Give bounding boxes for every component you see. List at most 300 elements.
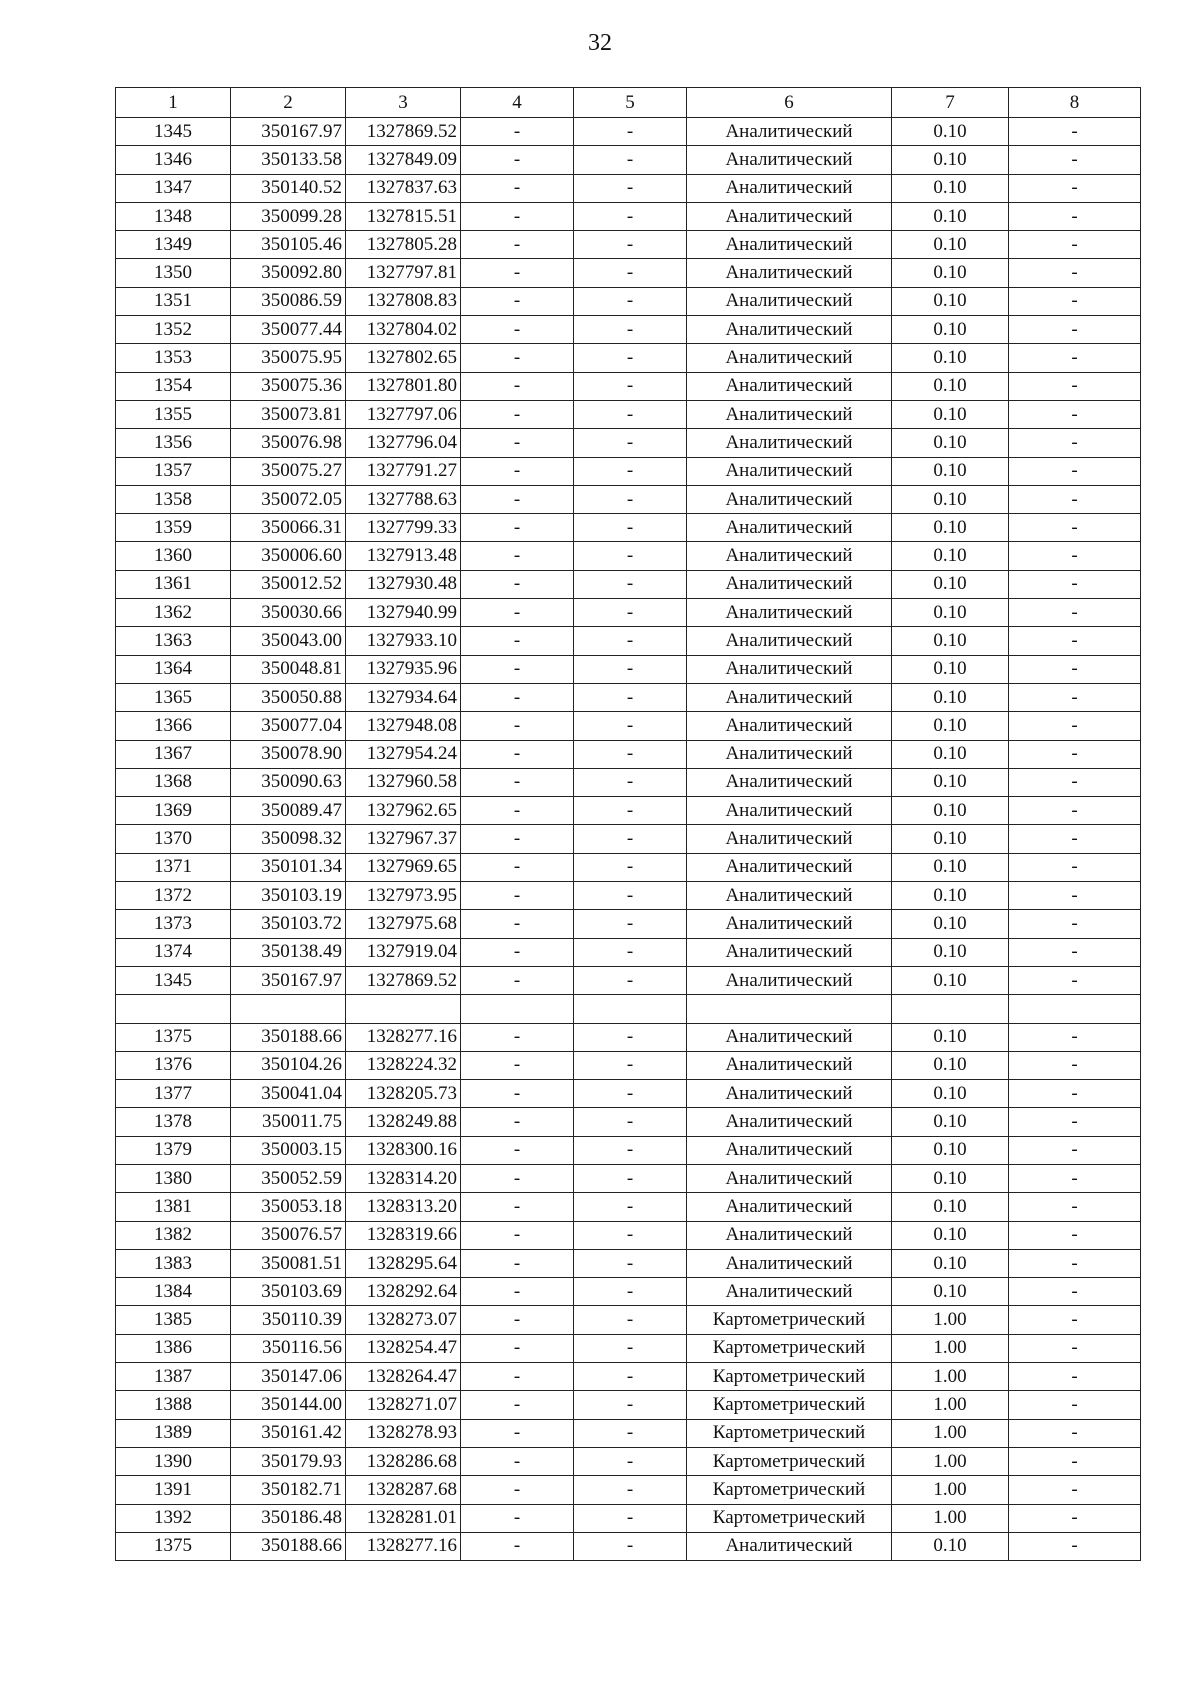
accuracy-cell: 0.10	[892, 627, 1009, 655]
method-cell: Аналитический	[687, 429, 892, 457]
column-5-cell: -	[574, 146, 687, 174]
y-coordinate-cell: 1328278.93	[346, 1419, 461, 1447]
table-row	[116, 966, 1141, 994]
accuracy-cell: 0.10	[892, 966, 1009, 994]
x-coordinate-cell: 350078.90	[231, 740, 346, 768]
accuracy-cell: 0.10	[892, 1051, 1009, 1079]
column-8-cell: -	[1009, 655, 1141, 683]
column-8-cell: -	[1009, 966, 1141, 994]
column-5-cell: -	[574, 740, 687, 768]
method-cell: Аналитический	[687, 882, 892, 910]
y-coordinate-cell: 1327913.48	[346, 542, 461, 570]
y-coordinate-cell: 1327919.04	[346, 938, 461, 966]
accuracy-cell: 0.10	[892, 1278, 1009, 1306]
table-row	[116, 118, 1141, 146]
point-number-cell: 1375	[116, 1023, 231, 1051]
method-cell: Аналитический	[687, 542, 892, 570]
accuracy-cell: 0.10	[892, 542, 1009, 570]
method-cell: Аналитический	[687, 853, 892, 881]
column-5-cell: -	[574, 825, 687, 853]
x-coordinate-cell: 350099.28	[231, 202, 346, 230]
column-5-cell: -	[574, 655, 687, 683]
y-coordinate-cell: 1327869.52	[346, 118, 461, 146]
method-cell: Аналитический	[687, 683, 892, 711]
column-8-cell: -	[1009, 825, 1141, 853]
point-number-cell: 1363	[116, 627, 231, 655]
column-5-cell: -	[574, 1334, 687, 1362]
column-4-cell: -	[461, 1476, 574, 1504]
y-coordinate-cell: 1328254.47	[346, 1334, 461, 1362]
y-coordinate-cell: 1327969.65	[346, 853, 461, 881]
column-4-cell: -	[461, 910, 574, 938]
method-cell: Аналитический	[687, 344, 892, 372]
column-4-cell: -	[461, 231, 574, 259]
column-4-cell: -	[461, 882, 574, 910]
x-coordinate-cell: 350076.57	[231, 1221, 346, 1249]
x-coordinate-cell: 350167.97	[231, 966, 346, 994]
accuracy-cell: 0.10	[892, 740, 1009, 768]
method-cell: Аналитический	[687, 570, 892, 598]
column-4-cell: -	[461, 1080, 574, 1108]
column-8-cell: -	[1009, 853, 1141, 881]
point-number-cell: 1381	[116, 1193, 231, 1221]
point-number-cell: 1350	[116, 259, 231, 287]
method-cell: Аналитический	[687, 372, 892, 400]
method-cell: Аналитический	[687, 1221, 892, 1249]
y-coordinate-cell: 1327804.02	[346, 316, 461, 344]
point-number-cell: 1355	[116, 400, 231, 428]
table-row	[116, 287, 1141, 315]
y-coordinate-cell: 1327967.37	[346, 825, 461, 853]
point-number-cell: 1367	[116, 740, 231, 768]
column-4-cell: -	[461, 740, 574, 768]
x-coordinate-cell: 350103.69	[231, 1278, 346, 1306]
method-cell: Аналитический	[687, 740, 892, 768]
method-cell: Аналитический	[687, 1164, 892, 1192]
y-coordinate-cell: 1327935.96	[346, 655, 461, 683]
x-coordinate-cell: 350188.66	[231, 1532, 346, 1560]
accuracy-cell: 0.10	[892, 853, 1009, 881]
method-cell: Аналитический	[687, 768, 892, 796]
y-coordinate-cell: 1327948.08	[346, 712, 461, 740]
point-number-cell: 1382	[116, 1221, 231, 1249]
y-coordinate-cell: 1327808.83	[346, 287, 461, 315]
method-cell: Аналитический	[687, 1532, 892, 1560]
y-coordinate-cell: 1328277.16	[346, 1023, 461, 1051]
x-coordinate-cell: 350186.48	[231, 1504, 346, 1532]
column-4-cell: -	[461, 1136, 574, 1164]
point-number-cell: 1362	[116, 599, 231, 627]
column-5-cell: -	[574, 429, 687, 457]
x-coordinate-cell: 350072.05	[231, 485, 346, 513]
column-4-cell: -	[461, 627, 574, 655]
method-cell: Картометрический	[687, 1419, 892, 1447]
column-8-cell: -	[1009, 231, 1141, 259]
x-coordinate-cell: 350081.51	[231, 1249, 346, 1277]
method-cell: Аналитический	[687, 146, 892, 174]
table-row	[116, 1363, 1141, 1391]
column-4-cell: -	[461, 542, 574, 570]
method-cell: Картометрический	[687, 1447, 892, 1475]
column-5-cell: -	[574, 485, 687, 513]
y-coordinate-cell: 1327797.81	[346, 259, 461, 287]
column-8-cell: -	[1009, 938, 1141, 966]
column-8-cell: -	[1009, 259, 1141, 287]
y-coordinate-cell: 1328249.88	[346, 1108, 461, 1136]
method-cell: Картометрический	[687, 1391, 892, 1419]
point-number-cell: 1372	[116, 882, 231, 910]
point-number-cell: 1359	[116, 514, 231, 542]
accuracy-cell: 0.10	[892, 372, 1009, 400]
coordinates-table	[115, 87, 1141, 1561]
column-4-cell: -	[461, 174, 574, 202]
x-coordinate-cell: 350090.63	[231, 768, 346, 796]
column-4-cell: -	[461, 429, 574, 457]
table-row	[116, 1023, 1141, 1051]
y-coordinate-cell: 1327791.27	[346, 457, 461, 485]
y-coordinate-cell: 1328271.07	[346, 1391, 461, 1419]
point-number-cell: 1375	[116, 1532, 231, 1560]
x-coordinate-cell	[231, 995, 346, 1023]
table-row	[116, 1504, 1141, 1532]
point-number-cell: 1348	[116, 202, 231, 230]
y-coordinate-cell	[346, 995, 461, 1023]
column-header: 2	[231, 88, 346, 118]
method-cell: Аналитический	[687, 966, 892, 994]
x-coordinate-cell: 350006.60	[231, 542, 346, 570]
y-coordinate-cell: 1328273.07	[346, 1306, 461, 1334]
accuracy-cell: 1.00	[892, 1391, 1009, 1419]
y-coordinate-cell: 1327975.68	[346, 910, 461, 938]
column-4-cell: -	[461, 372, 574, 400]
column-5-cell: -	[574, 316, 687, 344]
table-row	[116, 259, 1141, 287]
x-coordinate-cell: 350086.59	[231, 287, 346, 315]
point-number-cell: 1389	[116, 1419, 231, 1447]
column-8-cell: -	[1009, 797, 1141, 825]
y-coordinate-cell: 1328314.20	[346, 1164, 461, 1192]
table-row	[116, 1334, 1141, 1362]
x-coordinate-cell: 350003.15	[231, 1136, 346, 1164]
x-coordinate-cell: 350075.36	[231, 372, 346, 400]
y-coordinate-cell: 1328264.47	[346, 1363, 461, 1391]
table-row	[116, 1249, 1141, 1277]
column-8-cell: -	[1009, 287, 1141, 315]
table-row	[116, 542, 1141, 570]
table-row	[116, 146, 1141, 174]
method-cell: Аналитический	[687, 118, 892, 146]
x-coordinate-cell: 350066.31	[231, 514, 346, 542]
table-row	[116, 1080, 1141, 1108]
table-row	[116, 372, 1141, 400]
column-4-cell	[461, 995, 574, 1023]
table-row	[116, 1532, 1141, 1560]
column-4-cell: -	[461, 146, 574, 174]
x-coordinate-cell: 350012.52	[231, 570, 346, 598]
y-coordinate-cell: 1327960.58	[346, 768, 461, 796]
column-8-cell: -	[1009, 1108, 1141, 1136]
column-8-cell: -	[1009, 202, 1141, 230]
column-8-cell: -	[1009, 1080, 1141, 1108]
column-8-cell: -	[1009, 1278, 1141, 1306]
accuracy-cell: 0.10	[892, 429, 1009, 457]
column-8-cell: -	[1009, 1193, 1141, 1221]
table-row	[116, 457, 1141, 485]
accuracy-cell: 1.00	[892, 1476, 1009, 1504]
accuracy-cell: 0.10	[892, 1136, 1009, 1164]
x-coordinate-cell: 350073.81	[231, 400, 346, 428]
column-5-cell: -	[574, 966, 687, 994]
table-row	[116, 429, 1141, 457]
column-8-cell: -	[1009, 1023, 1141, 1051]
column-5-cell: -	[574, 910, 687, 938]
point-number-cell: 1371	[116, 853, 231, 881]
column-5-cell: -	[574, 287, 687, 315]
x-coordinate-cell: 350179.93	[231, 1447, 346, 1475]
column-5-cell: -	[574, 400, 687, 428]
column-4-cell: -	[461, 1306, 574, 1334]
accuracy-cell: 0.10	[892, 938, 1009, 966]
column-8-cell: -	[1009, 372, 1141, 400]
accuracy-cell: 0.10	[892, 316, 1009, 344]
table-row	[116, 768, 1141, 796]
x-coordinate-cell: 350043.00	[231, 627, 346, 655]
y-coordinate-cell: 1327802.65	[346, 344, 461, 372]
page-number: 32	[588, 30, 612, 56]
column-5-cell: -	[574, 1023, 687, 1051]
y-coordinate-cell: 1327933.10	[346, 627, 461, 655]
y-coordinate-cell: 1327869.52	[346, 966, 461, 994]
y-coordinate-cell: 1328287.68	[346, 1476, 461, 1504]
point-number-cell: 1376	[116, 1051, 231, 1079]
x-coordinate-cell: 350104.26	[231, 1051, 346, 1079]
column-5-cell: -	[574, 1306, 687, 1334]
method-cell: Аналитический	[687, 1108, 892, 1136]
method-cell: Аналитический	[687, 514, 892, 542]
column-8-cell: -	[1009, 1391, 1141, 1419]
x-coordinate-cell: 350011.75	[231, 1108, 346, 1136]
table-row	[116, 938, 1141, 966]
column-8-cell: -	[1009, 683, 1141, 711]
column-4-cell: -	[461, 797, 574, 825]
column-4-cell: -	[461, 683, 574, 711]
column-5-cell: -	[574, 882, 687, 910]
column-4-cell: -	[461, 655, 574, 683]
column-header: 3	[346, 88, 461, 118]
column-8-cell: -	[1009, 514, 1141, 542]
column-8-cell: -	[1009, 1334, 1141, 1362]
table-row	[116, 1278, 1141, 1306]
column-8-cell: -	[1009, 174, 1141, 202]
column-8-cell: -	[1009, 1447, 1141, 1475]
table-row	[116, 1108, 1141, 1136]
x-coordinate-cell: 350077.44	[231, 316, 346, 344]
column-5-cell: -	[574, 683, 687, 711]
y-coordinate-cell: 1328295.64	[346, 1249, 461, 1277]
accuracy-cell: 1.00	[892, 1306, 1009, 1334]
accuracy-cell: 1.00	[892, 1447, 1009, 1475]
point-number-cell: 1358	[116, 485, 231, 513]
y-coordinate-cell: 1327815.51	[346, 202, 461, 230]
column-8-cell: -	[1009, 599, 1141, 627]
point-number-cell	[116, 995, 231, 1023]
column-5-cell: -	[574, 853, 687, 881]
column-5-cell: -	[574, 1532, 687, 1560]
column-header: 6	[687, 88, 892, 118]
table-row	[116, 514, 1141, 542]
point-number-cell: 1360	[116, 542, 231, 570]
method-cell: Картометрический	[687, 1363, 892, 1391]
point-number-cell: 1353	[116, 344, 231, 372]
table-row	[116, 1051, 1141, 1079]
column-4-cell: -	[461, 485, 574, 513]
y-coordinate-cell: 1327954.24	[346, 740, 461, 768]
column-4-cell: -	[461, 1108, 574, 1136]
accuracy-cell: 0.10	[892, 1080, 1009, 1108]
method-cell: Аналитический	[687, 259, 892, 287]
column-8-cell	[1009, 995, 1141, 1023]
column-8-cell: -	[1009, 712, 1141, 740]
method-cell: Аналитический	[687, 1023, 892, 1051]
column-4-cell: -	[461, 1363, 574, 1391]
table-row	[116, 1476, 1141, 1504]
accuracy-cell: 0.10	[892, 118, 1009, 146]
y-coordinate-cell: 1327801.80	[346, 372, 461, 400]
y-coordinate-cell: 1327805.28	[346, 231, 461, 259]
x-coordinate-cell: 350182.71	[231, 1476, 346, 1504]
column-5-cell: -	[574, 1249, 687, 1277]
column-5-cell	[574, 995, 687, 1023]
point-number-cell: 1370	[116, 825, 231, 853]
accuracy-cell: 0.10	[892, 1164, 1009, 1192]
table-row	[116, 316, 1141, 344]
table-row	[116, 599, 1141, 627]
accuracy-cell: 1.00	[892, 1419, 1009, 1447]
point-number-cell: 1379	[116, 1136, 231, 1164]
x-coordinate-cell: 350140.52	[231, 174, 346, 202]
table-row	[116, 1221, 1141, 1249]
column-8-cell: -	[1009, 882, 1141, 910]
x-coordinate-cell: 350052.59	[231, 1164, 346, 1192]
column-5-cell: -	[574, 1504, 687, 1532]
column-5-cell: -	[574, 712, 687, 740]
column-5-cell: -	[574, 231, 687, 259]
column-8-cell: -	[1009, 1306, 1141, 1334]
point-number-cell: 1356	[116, 429, 231, 457]
table-row	[116, 1306, 1141, 1334]
column-4-cell: -	[461, 344, 574, 372]
accuracy-cell: 0.10	[892, 882, 1009, 910]
column-4-cell: -	[461, 1023, 574, 1051]
point-number-cell: 1369	[116, 797, 231, 825]
method-cell: Аналитический	[687, 938, 892, 966]
column-5-cell: -	[574, 202, 687, 230]
column-5-cell: -	[574, 514, 687, 542]
table-row	[116, 1136, 1141, 1164]
accuracy-cell: 0.10	[892, 683, 1009, 711]
x-coordinate-cell: 350076.98	[231, 429, 346, 457]
column-5-cell: -	[574, 542, 687, 570]
x-coordinate-cell: 350161.42	[231, 1419, 346, 1447]
table-row	[116, 400, 1141, 428]
method-cell: Аналитический	[687, 712, 892, 740]
method-cell: Аналитический	[687, 485, 892, 513]
accuracy-cell: 0.10	[892, 231, 1009, 259]
point-number-cell: 1388	[116, 1391, 231, 1419]
x-coordinate-cell: 350048.81	[231, 655, 346, 683]
table-row	[116, 825, 1141, 853]
table-row	[116, 202, 1141, 230]
column-5-cell: -	[574, 1193, 687, 1221]
column-8-cell: -	[1009, 400, 1141, 428]
accuracy-cell: 0.10	[892, 655, 1009, 683]
y-coordinate-cell: 1327837.63	[346, 174, 461, 202]
x-coordinate-cell: 350077.04	[231, 712, 346, 740]
column-8-cell: -	[1009, 1504, 1141, 1532]
table-row	[116, 1447, 1141, 1475]
column-4-cell: -	[461, 1532, 574, 1560]
column-5-cell: -	[574, 372, 687, 400]
y-coordinate-cell: 1327796.04	[346, 429, 461, 457]
table-row	[116, 174, 1141, 202]
column-8-cell: -	[1009, 146, 1141, 174]
column-4-cell: -	[461, 1051, 574, 1079]
accuracy-cell: 1.00	[892, 1504, 1009, 1532]
column-8-cell: -	[1009, 1164, 1141, 1192]
point-number-cell: 1373	[116, 910, 231, 938]
point-number-cell: 1384	[116, 1278, 231, 1306]
accuracy-cell: 0.10	[892, 202, 1009, 230]
y-coordinate-cell: 1327799.33	[346, 514, 461, 542]
accuracy-cell: 1.00	[892, 1363, 1009, 1391]
x-coordinate-cell: 350167.97	[231, 118, 346, 146]
column-5-cell: -	[574, 1391, 687, 1419]
method-cell	[687, 995, 892, 1023]
y-coordinate-cell: 1328281.01	[346, 1504, 461, 1532]
point-number-cell: 1392	[116, 1504, 231, 1532]
column-4-cell: -	[461, 202, 574, 230]
column-4-cell: -	[461, 118, 574, 146]
method-cell: Аналитический	[687, 202, 892, 230]
point-number-cell: 1380	[116, 1164, 231, 1192]
point-number-cell: 1357	[116, 457, 231, 485]
method-cell: Аналитический	[687, 655, 892, 683]
y-coordinate-cell: 1327849.09	[346, 146, 461, 174]
column-5-cell: -	[574, 938, 687, 966]
y-coordinate-cell: 1328313.20	[346, 1193, 461, 1221]
method-cell: Аналитический	[687, 825, 892, 853]
column-5-cell: -	[574, 1164, 687, 1192]
column-8-cell: -	[1009, 316, 1141, 344]
method-cell: Аналитический	[687, 1278, 892, 1306]
x-coordinate-cell: 350050.88	[231, 683, 346, 711]
method-cell: Аналитический	[687, 599, 892, 627]
y-coordinate-cell: 1327930.48	[346, 570, 461, 598]
x-coordinate-cell: 350147.06	[231, 1363, 346, 1391]
y-coordinate-cell: 1327962.65	[346, 797, 461, 825]
method-cell: Аналитический	[687, 316, 892, 344]
column-4-cell: -	[461, 768, 574, 796]
accuracy-cell: 0.10	[892, 1108, 1009, 1136]
x-coordinate-cell: 350110.39	[231, 1306, 346, 1334]
point-number-cell: 1345	[116, 118, 231, 146]
column-8-cell: -	[1009, 344, 1141, 372]
point-number-cell: 1391	[116, 1476, 231, 1504]
method-cell: Аналитический	[687, 910, 892, 938]
method-cell: Картометрический	[687, 1334, 892, 1362]
column-8-cell: -	[1009, 542, 1141, 570]
method-cell: Аналитический	[687, 1249, 892, 1277]
